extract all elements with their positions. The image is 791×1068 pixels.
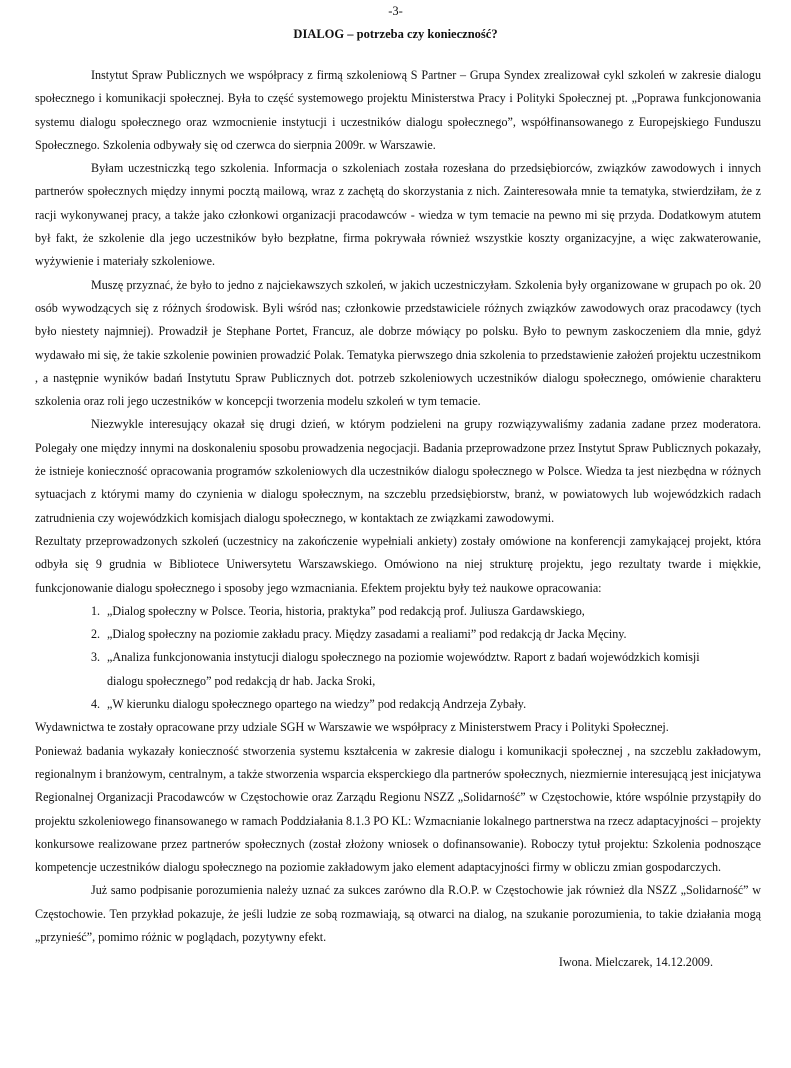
list-item-text: „Dialog społeczny w Polsce. Teoria, historia, praktyka” pod redakcją prof. Juliusza Gardawskiego,	[107, 603, 585, 618]
paragraph-participation: Byłam uczestniczką tego szkolenia. Informacja o szkoleniach została rozesłana do przedsiębiorców, związków zawodowych i innych partnerów społecznych między innymi pocztą mailową, wraz z zachętą do skorzystania z nich. Zainteresowała mnie ta tematyka, stwierdziłam, że z racji wykonywanej pracy, a także jako członkowi organizacji pracodawców - wiedza w tym temacie na pewno mi się przyda. Dodatkowym atutem był fakt, że szkolenie dla jego uczestników było bezpłatne, firma pokrywała również wszystkie koszty organizacyjne, a więc zakwaterowanie, wyżywienie i materiały szkoleniowe.	[35, 161, 761, 269]
list-item	[91, 600, 761, 623]
page-title: DIALOG – potrzeba czy konieczność?	[293, 27, 498, 41]
list-item-text: „W kierunku dialogu społecznego opartego na wiedzy” pod redakcją Andrzeja Zybały.	[107, 697, 527, 712]
paragraph-training-groups: Muszę przyznać, że było to jedno z najciekawszych szkoleń, w jakich uczestniczyłam. Szkolenia były organizowane w grupach po ok. 20 osób wywodzących się z różnych środowisk. Byli wśród nas; członkowie przedstawiciele różnych związków zawodowych oraz pracodawcy (tych było niestety najmniej). Prowadził je Stephane Portet, Francuz, ale dobrze mówiący po polsku. Było to pewnym zaskoczeniem dla mnie, gdyż wydawało mi się, że takie szkolenie powinien prowadzić Polak. Tematyka pierwszego dnia szkolenia to przedstawienie założeń projektu uczestnikom , a następnie wyników badań Instytutu Spraw Publicznych dot. potrzeb szkoleniowych uczestników dialogu społecznego, omówienie charakteru szkolenia oraz roli jego uczestników w koncepcji tworzenia modelu szkoleń w tym temacie.	[35, 277, 761, 409]
article-body	[35, 64, 761, 975]
paragraph-publishers: Wydawnictwa te zostały opracowane przy udziale SGH w Warszawie we współpracy z Ministerstwem Pracy i Polityki Społecznej.	[35, 720, 669, 735]
paragraph-intro: Instytut Spraw Publicznych we współpracy z firmą szkoleniową S Partner – Grupa Syndex zrealizował cykl szkoleń w zakresie dialogu społecznego i komunikacji społecznej. Była to część systemowego projektu Ministerstwa Pracy i Polityki Społecznej pt. „Poprawa funkcjonowania systemu dialogu społecznego oraz wzmocnienie instytucji i uczestników dialogu społecznego”, współfinansowanego z Europejskiego Funduszu Społecznego. Szkolenia odbywały się od czerwca do sierpnia 2009r. w Warszawie.	[35, 68, 761, 152]
list-item	[91, 693, 761, 716]
list-item-text: „Dialog społeczny na poziomie zakładu pracy. Między zasadami a realiami” pod redakcją dr Jacka Męciny.	[107, 627, 627, 642]
list-item-text: „Analiza funkcjonowania instytucji dialogu społecznego na poziomie województw. Raport z badań wojewódzkich komisji dialogu społecznego” pod redakcją dr hab. Jacka Sroki,	[107, 650, 700, 688]
list-item-number: 2.	[91, 627, 101, 642]
list-item-number: 4.	[91, 697, 101, 712]
list-item	[91, 623, 761, 646]
page-number: -3-	[388, 4, 403, 18]
paragraph-initiative: Ponieważ badania wykazały konieczność stworzenia systemu kształcenia w zakresie dialogu i komunikacji społecznej , na szczeblu zakładowym, regionalnym i branżowym, centralnym, a także stworzenia wsparcia eksperckiego dla partnerów społecznych, niezmiernie interesującą jest inicjatywa Regionalnej Organizacji Pracodawców w Częstochowie oraz Zarządu Regionu NSZZ „Solidarność” w Częstochowie, które wspólnie przystąpiły do projektu szkoleniowego finansowanego w ramach Poddziałania 8.1.3 PO KL: Wzmacnianie lokalnego partnerstwa na rzecz adaptacyjności – projekty konkursowe realizowane przez partnerów społecznych (został złożony wniosek o dofinansowanie). Roboczy tytuł projektu: Szkolenia podnoszące kompetencje uczestników dialogu społecznego na poziomie zakładowym jako element adaptacyjności firmy w obliczu zmian gospodarczych.	[35, 743, 761, 875]
list-item	[91, 646, 761, 693]
list-item-number: 3.	[91, 650, 101, 665]
signature: Iwona. Mielczarek, 14.12.2009.	[558, 955, 713, 970]
paragraph-second-day: Niezwykle interesujący okazał się drugi dzień, w którym podzieleni na grupy rozwiązywaliśmy zadania zadane przez moderatora. Polegały one między innymi na doskonaleniu sposobu prowadzenia negocjacji. Badania przeprowadzone przez Instytut Spraw Publicznych pokazały, że istnieje konieczność opracowania programów szkoleniowych dla uczestników dialogu społecznego w Polsce. Wiedza ta jest niezbędna w różnych sytuacjach z którymi mamy do czynienia w dialogu społecznym, na szczeblu przedsiębiorstw, branż, w powiatowych lub wojewódzkich radach zatrudnienia czy wojewódzkich komisjach dialogu społecznego, w kontaktach ze związkami zawodowymi.	[35, 417, 761, 525]
publication-list	[35, 600, 761, 716]
list-item-number: 1.	[91, 603, 101, 618]
paragraph-results: Rezultaty przeprowadzonych szkoleń (uczestnicy na zakończenie wypełniali ankiety) zostały omówione na konferencji zamykającej projekt, która odbyła się 9 grudnia w Bibliotece Uniwersytetu Warszawskiego. Omówiono na niej strukturę projektu, jego rezultaty twarde i miękkie, funkcjonowanie dialogu społecznego i sposoby jego wzmacniania. Efektem projektu były też naukowe opracowania:	[35, 533, 761, 595]
paragraph-agreement: Już samo podpisanie porozumienia należy uznać za sukces zarówno dla R.O.P. w Częstochowie jak również dla NSZZ „Solidarność” w Częstochowie. Ten przykład pokazuje, że jeśli ludzie ze sobą rozmawiają, są otwarci na dialog, na szukanie porozumienia, to takie działania mogą „przynieść”, pomimo różnic w poglądach, pozytywny efekt.	[35, 883, 761, 944]
